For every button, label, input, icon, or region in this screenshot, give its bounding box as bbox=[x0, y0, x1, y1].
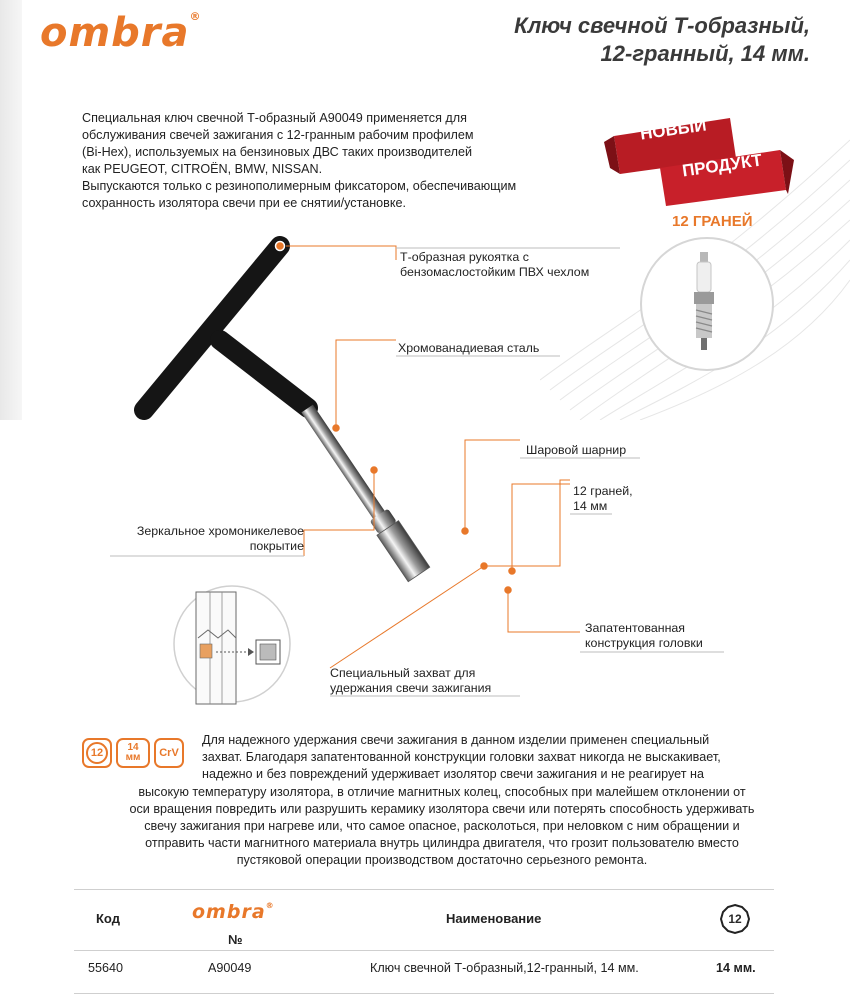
table-cell-size: 14 мм. bbox=[716, 961, 756, 975]
table-top-rule bbox=[74, 889, 774, 890]
promo-caption: 12 ГРАНЕЙ bbox=[672, 213, 753, 230]
faces-badge-label: 12 bbox=[90, 747, 104, 759]
callout-faces-line-2: 14 мм bbox=[573, 499, 608, 513]
intro-line: обслуживания свечей зажигания с 12-гранным рабочим профилем bbox=[82, 128, 474, 142]
size-badge-value: 14 bbox=[127, 742, 139, 753]
description-line: пустяковой операции производством достаточно серьезного ремонта. bbox=[236, 853, 648, 868]
callout-handle-line-1: Т-образная рукоятка с bbox=[400, 250, 529, 264]
callout-coating-line-2: покрытие bbox=[249, 539, 304, 553]
size-badge-unit: мм bbox=[125, 752, 141, 763]
callout-grip-line-2: удержания свечи зажигания bbox=[330, 681, 492, 695]
callout-head-line-2: конструкция головки bbox=[585, 636, 703, 650]
description-text bbox=[72, 732, 812, 870]
intro-line: сохранность изолятора свечи при ее снятии/установке. bbox=[82, 196, 407, 210]
table-header-faces-label: 12 bbox=[728, 912, 742, 926]
description-line: высокую температуру изолятора, в отличие магнитных колец, способных при малейшем отклонении от bbox=[138, 784, 746, 799]
table-header-code: Код bbox=[96, 911, 120, 926]
table-mid-rule bbox=[74, 950, 774, 951]
description-line: оси вращения повредить или разрушить керамику изолятора свечи или потерять способность удерживать bbox=[129, 801, 755, 816]
table-header-number: № bbox=[228, 932, 243, 947]
callout-handle bbox=[400, 250, 589, 280]
intro-line: Выпускаются только с резинополимерным фиксатором, обеспечивающим bbox=[82, 179, 517, 193]
table-header-logo: ombra® bbox=[192, 901, 275, 923]
promo-line-1: НОВЫЙ bbox=[638, 115, 708, 144]
promo-line-2: ПРОДУКТ bbox=[680, 150, 764, 181]
brand-logo: ombra® bbox=[40, 10, 202, 56]
callout-coating-line-1: Зеркальное хромоникелевое bbox=[136, 524, 304, 538]
title-line-2: 12-гранный, 14 мм. bbox=[600, 41, 810, 66]
callout-joint: Шаровой шарнир bbox=[526, 443, 627, 457]
callout-grip bbox=[330, 666, 491, 696]
description-line: свечу зажигания при нагреве или, что самое опасное, расколоться, при неловком с ним обращении и bbox=[144, 819, 740, 834]
crv-badge: CrV bbox=[154, 738, 184, 768]
callout-grip-line-1: Специальный захват для bbox=[330, 666, 476, 680]
callout-head bbox=[585, 621, 703, 651]
callout-head-line-1: Запатентованная bbox=[585, 621, 686, 635]
table-cell-number: A90049 bbox=[208, 961, 252, 975]
callout-handle-line-2: бензомаслостойким ПВХ чехлом bbox=[400, 265, 590, 279]
table-header-name: Наименование bbox=[446, 911, 542, 926]
intro-line: как PEUGEOT, CITROËN, BMW, NISSAN. bbox=[82, 162, 323, 176]
callout-coating bbox=[110, 524, 304, 554]
callout-faces bbox=[573, 484, 633, 514]
callout-steel: Хромованадиевая сталь bbox=[398, 341, 540, 355]
description-line: захват. Благодаря запатентованной конструкции головки захват никогда не выскакивает, bbox=[202, 750, 721, 765]
intro-line: Специальная ключ свечной Т-образный A90049 применяется для bbox=[82, 111, 467, 125]
description-line: надежно и без повреждений удерживает изолятор свечи зажигания и не реагирует на bbox=[202, 767, 704, 782]
title-line-1: Ключ свечной Т-образный, bbox=[514, 13, 810, 38]
table-header-faces bbox=[719, 903, 751, 935]
description-line: отправить части магнитного материала внутрь цилиндра двигателя, что грозит пользователю вместо bbox=[145, 836, 739, 851]
table-cell-code: 55640 bbox=[88, 961, 124, 975]
callout-faces-line-1: 12 граней, bbox=[573, 484, 633, 498]
table-cell-name: Ключ свечной Т-образный,12-гранный, 14 мм. bbox=[370, 961, 639, 975]
table-bottom-rule bbox=[74, 993, 774, 994]
description-line: Для надежного удержания свечи зажигания в данном изделии применен специальный bbox=[202, 733, 710, 747]
intro-line: (Bi-Hex), используемых на бензиновых ДВС таких производителей bbox=[82, 145, 473, 159]
grip-detail-image bbox=[170, 582, 298, 710]
